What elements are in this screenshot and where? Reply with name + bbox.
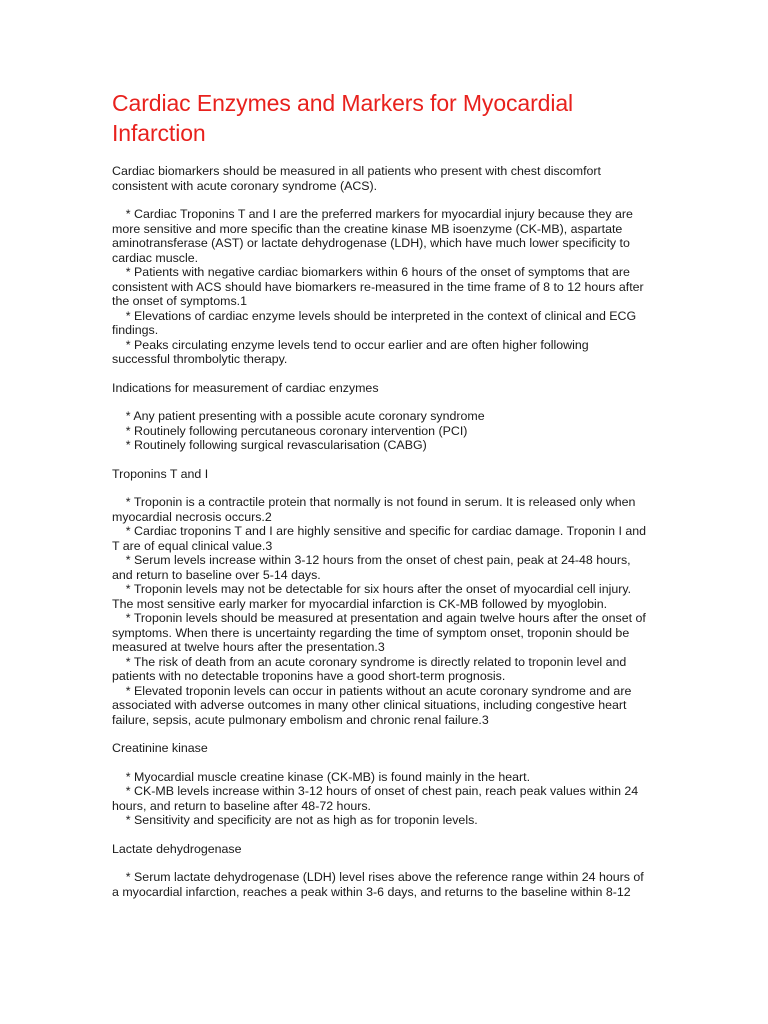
list-item: * Serum lactate dehydrogenase (LDH) level rises above the reference range within 24 hours of a myocardial infarction, reaches a peak within 3-6 days, and returns to the baseline within 8-12 [112, 870, 644, 899]
creatinine-kinase-bullet-list [112, 770, 657, 828]
list-item: * CK-MB levels increase within 3-12 hours of onset of chest pain, reach peak values within 24 hours, and return to baseline after 48-72 hours. [112, 784, 639, 813]
list-item: * Troponin levels should be measured at presentation and again twelve hours after the onset of symptoms. When there is uncertainty regarding the time of symptom onset, troponin should be measured at twelve hours after the presentation.3 [112, 611, 646, 654]
troponins-bullet-list [112, 495, 657, 727]
list-item: * Troponin is a contractile protein that normally is not found in serum. It is released only when myocardial necrosis occurs.2 [112, 495, 636, 524]
list-item: * Troponin levels may not be detectable for six hours after the onset of myocardial cell injury. The most sensitive early marker for myocardial infarction is CK-MB followed by myoglobin. [112, 582, 632, 611]
list-item: * Myocardial muscle creatine kinase (CK-MB) is found mainly in the heart. [112, 769, 531, 784]
list-item: * Peaks circulating enzyme levels tend to occur earlier and are often higher following successful thrombolytic therapy. [112, 337, 589, 366]
list-item: * Routinely following percutaneous coronary intervention (PCI) [112, 423, 468, 438]
intro-bullet-list [112, 207, 657, 367]
list-item: * Serum levels increase within 3-12 hours from the onset of chest pain, peak at 24-48 hours, and return to baseline over 5-14 days. [112, 553, 631, 582]
section-heading-troponins: Troponins T and I [112, 466, 209, 481]
section-heading-creatinine-kinase: Creatinine kinase [112, 741, 208, 755]
list-item: * Cardiac Troponins T and I are the preferred markers for myocardial injury because they are more sensitive and more specific than the creatine kinase MB isoenzyme (CK-MB), aspartate aminotransferase (AST) or lactate dehydrogenase (LDH), which have much lower specificity to cardiac muscle. [112, 207, 633, 265]
list-item: * Any patient presenting with a possible acute coronary syndrome [112, 409, 485, 423]
lactate-dehydrogenase-bullet-list [112, 870, 657, 899]
section-heading-indications: Indications for measurement of cardiac enzymes [112, 380, 379, 395]
list-item: * Patients with negative cardiac biomarkers within 6 hours of the onset of symptoms that are consistent with ACS should have biomarkers re-measured in the time frame of 8 to 12 hours after the onset of symptoms.1 [112, 265, 644, 308]
list-item: * Sensitivity and specificity are not as high as for troponin levels. [112, 813, 478, 827]
list-item: * Cardiac troponins T and I are highly sensitive and specific for cardiac damage. Troponin I and T are of equal clinical value.3 [112, 524, 647, 553]
list-item: * Elevations of cardiac enzyme levels should be interpreted in the context of clinical and ECG findings. [112, 308, 637, 337]
list-item: * Routinely following surgical revascularisation (CABG) [112, 438, 427, 452]
list-item: * Elevated troponin levels can occur in patients without an acute coronary syndrome and are associated with adverse outcomes in many other clinical situations, including congestive heart failure, sepsis, acute pulmonary embolism and chronic renal failure.3 [112, 683, 632, 727]
document-title: Cardiac Enzymes and Markers for Myocardial Infarction [112, 90, 574, 146]
list-item: * The risk of death from an acute coronary syndrome is directly related to troponin level and patients with no detectable troponins have a good short-term prognosis. [112, 654, 627, 683]
indications-bullet-list [112, 409, 657, 453]
document-page [112, 88, 657, 899]
intro-paragraph: Cardiac biomarkers should be measured in all patients who present with chest discomfort consistent with acute coronary syndrome (ACS). [112, 164, 601, 193]
section-heading-lactate-dehydrogenase: Lactate dehydrogenase [112, 841, 242, 856]
